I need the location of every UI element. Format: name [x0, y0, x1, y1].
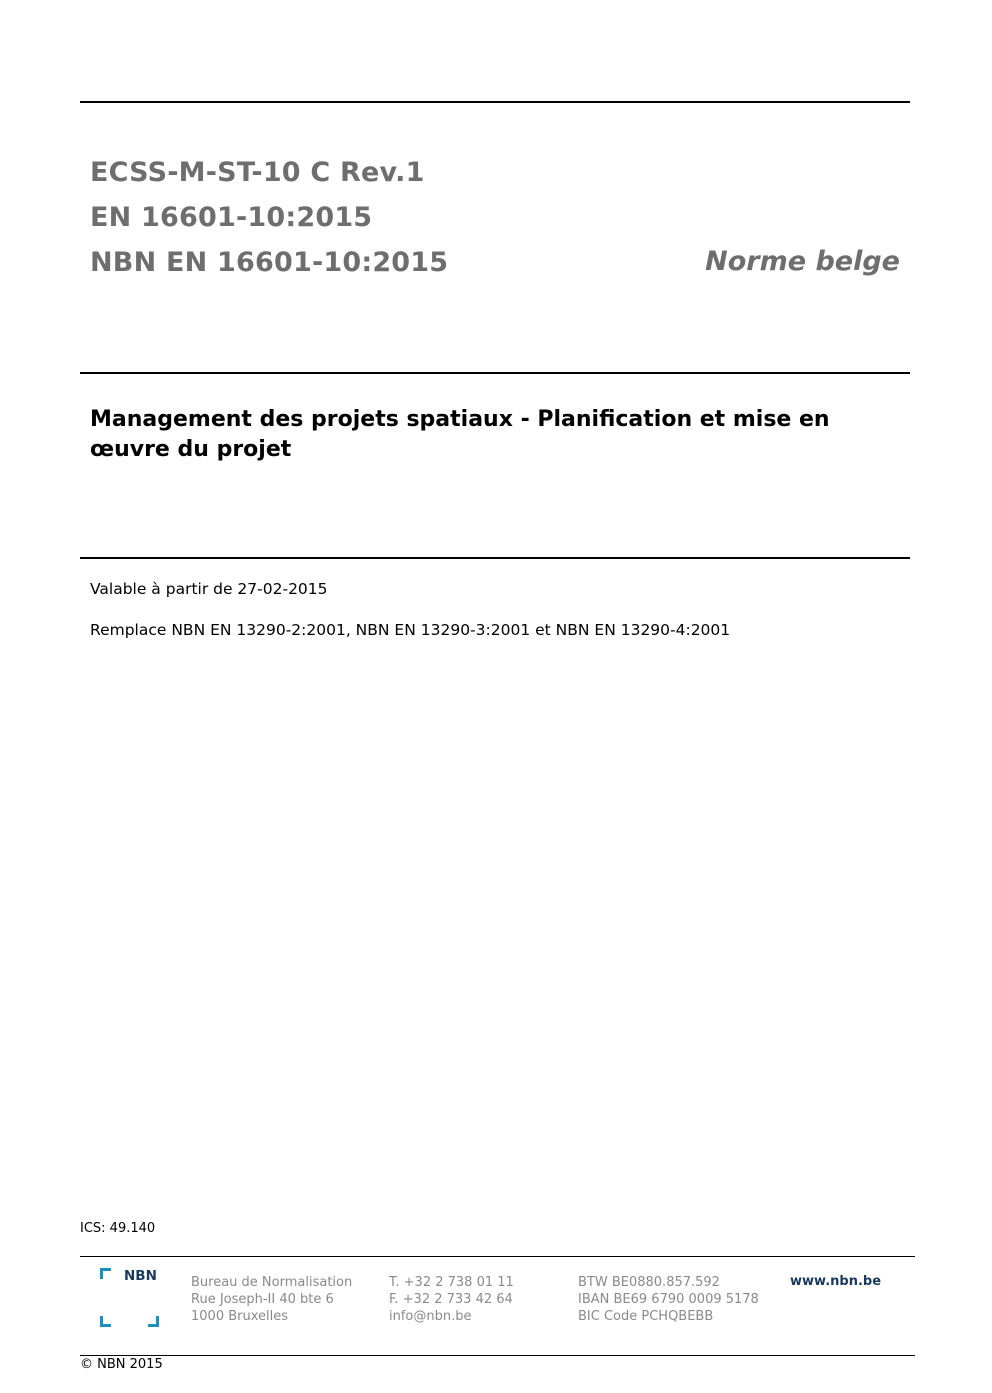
- bank-iban: IBAN BE69 6790 0009 5178: [578, 1292, 759, 1307]
- ics-code: ICS: 49.140: [80, 1221, 156, 1236]
- logo-corner-bottom-left: [100, 1316, 111, 1327]
- header-divider: [80, 372, 910, 374]
- footer-top-rule: [80, 1256, 915, 1257]
- footer-contact: [389, 1274, 514, 1325]
- website-link[interactable]: www.nbn.be: [790, 1274, 882, 1289]
- document-title: Management des projets spatiaux - Planification et mise en œuvre du projet: [90, 407, 830, 462]
- footer-bottom-rule: [80, 1355, 915, 1356]
- address-line: 1000 Bruxelles: [191, 1309, 289, 1324]
- replaces-standards: Remplace NBN EN 13290-2:2001, NBN EN 13290-3:2001 et NBN EN 13290-4:2001: [90, 621, 731, 639]
- bank-vat: BTW BE0880.857.592: [578, 1275, 720, 1290]
- standard-id-nbn: NBN EN 16601-10:2015: [90, 247, 449, 278]
- address-line: Bureau de Normalisation: [191, 1275, 353, 1290]
- title-divider: [80, 557, 910, 559]
- nbn-logo: [100, 1268, 160, 1328]
- contact-email[interactable]: info@nbn.be: [389, 1309, 472, 1324]
- top-rule: [80, 101, 910, 103]
- copyright: © NBN 2015: [80, 1357, 163, 1372]
- validity-date: Valable à partir de 27-02-2015: [90, 580, 328, 598]
- footer-bank: [578, 1274, 759, 1325]
- norm-type: Norme belge: [705, 246, 900, 277]
- logo-corner-top-left: [100, 1268, 111, 1279]
- bank-bic: BIC Code PCHQBEBB: [578, 1309, 714, 1324]
- logo-brand-text: NBN: [124, 1268, 157, 1284]
- contact-fax: F. +32 2 733 42 64: [389, 1292, 513, 1307]
- logo-corner-bottom-right: [148, 1316, 159, 1327]
- address-line: Rue Joseph-II 40 bte 6: [191, 1292, 334, 1307]
- standard-id-en: EN 16601-10:2015: [90, 202, 373, 233]
- contact-phone: T. +32 2 738 01 11: [389, 1275, 514, 1290]
- footer-address: [191, 1274, 352, 1325]
- standard-id-ecss: ECSS-M-ST-10 C Rev.1: [90, 157, 425, 188]
